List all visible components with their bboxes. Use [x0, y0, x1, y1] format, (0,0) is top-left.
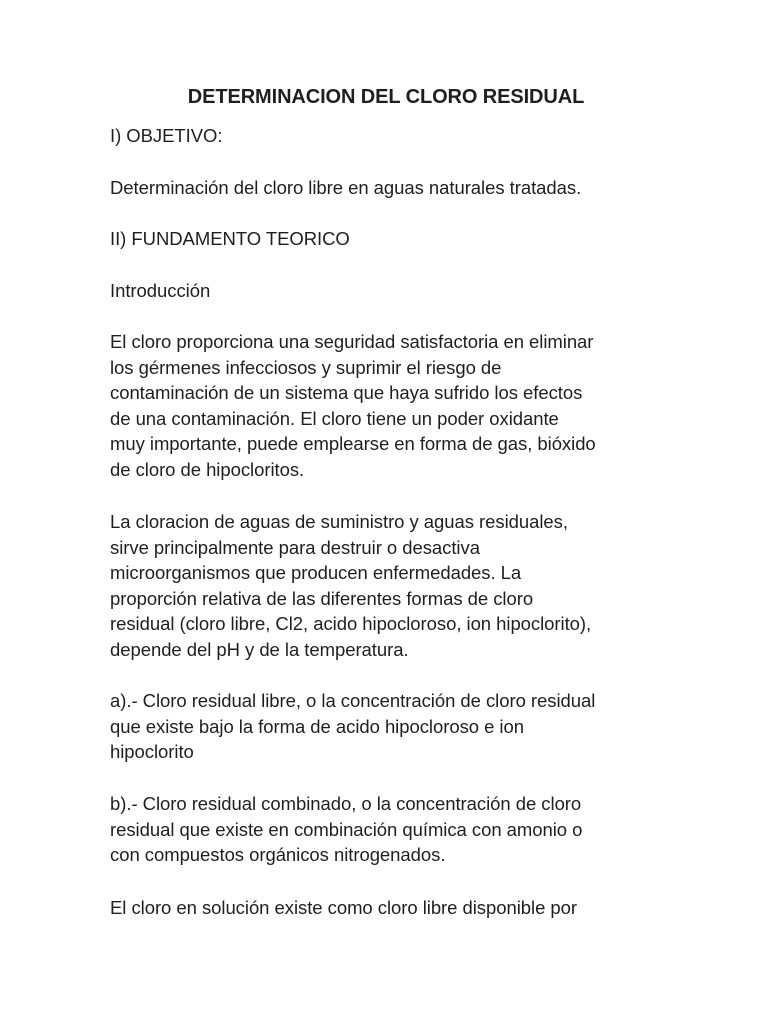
paragraph-2-line: residual (cloro libre, Cl2, acido hipocloroso, ion hipoclorito),	[110, 613, 592, 635]
paragraph-3	[110, 895, 670, 921]
item-a-line: a).- Cloro residual libre, o la concentración de cloro residual	[110, 690, 596, 711]
item-a-line: que existe bajo la forma de acido hipocloroso e ion	[110, 715, 524, 737]
item-a	[110, 688, 670, 765]
item-b-line: b).- Cloro residual combinado, o la concentración de cloro	[110, 793, 582, 814]
document-title: DETERMINACION DEL CLORO RESIDUAL	[187, 86, 585, 108]
item-b-line: con compuestos orgánicos nitrogenados.	[110, 844, 446, 866]
paragraph-1-line: muy importante, puede emplearse en forma de gas, bióxido	[110, 433, 596, 455]
paragraph-2-line: sirve principalmente para destruir o desactiva	[110, 536, 480, 558]
item-b	[110, 791, 670, 868]
paragraph-2-line: microorganismos que producen enfermedades. La	[110, 562, 522, 584]
paragraph-2-line: proporción relativa de las diferentes formas de cloro	[110, 587, 534, 609]
paragraph-1-line: El cloro proporciona una seguridad satisfactoria en eliminar	[110, 331, 594, 352]
section2-heading: II) FUNDAMENTO TEORICO	[110, 228, 350, 249]
paragraph-1-line: de cloro de hipocloritos.	[110, 458, 305, 480]
section1-heading: I) OBJETIVO:	[110, 125, 223, 146]
paragraph-3-line: El cloro en solución existe como cloro libre disponible por	[110, 897, 577, 918]
objective-text: Determinación del cloro libre en aguas naturales tratadas.	[110, 177, 582, 198]
paragraph-1	[110, 329, 670, 483]
paragraph-1-line: de una contaminación. El cloro tiene un poder oxidante	[110, 407, 559, 429]
paragraph-2-line: La cloracion de aguas de suministro y aguas residuales,	[110, 511, 568, 532]
paragraph-2-line: depende del pH y de la temperatura.	[110, 638, 409, 660]
paragraph-1-line: contaminación de un sistema que haya sufrido los efectos	[110, 382, 583, 404]
item-b-line: residual que existe en combinación química con amonio o	[110, 818, 583, 840]
intro-heading: Introducción	[110, 280, 211, 301]
paragraph-2	[110, 509, 670, 663]
paragraph-1-line: los gérmenes infecciosos y suprimir el riesgo de	[110, 356, 502, 378]
item-a-line: hipoclorito	[110, 741, 194, 763]
